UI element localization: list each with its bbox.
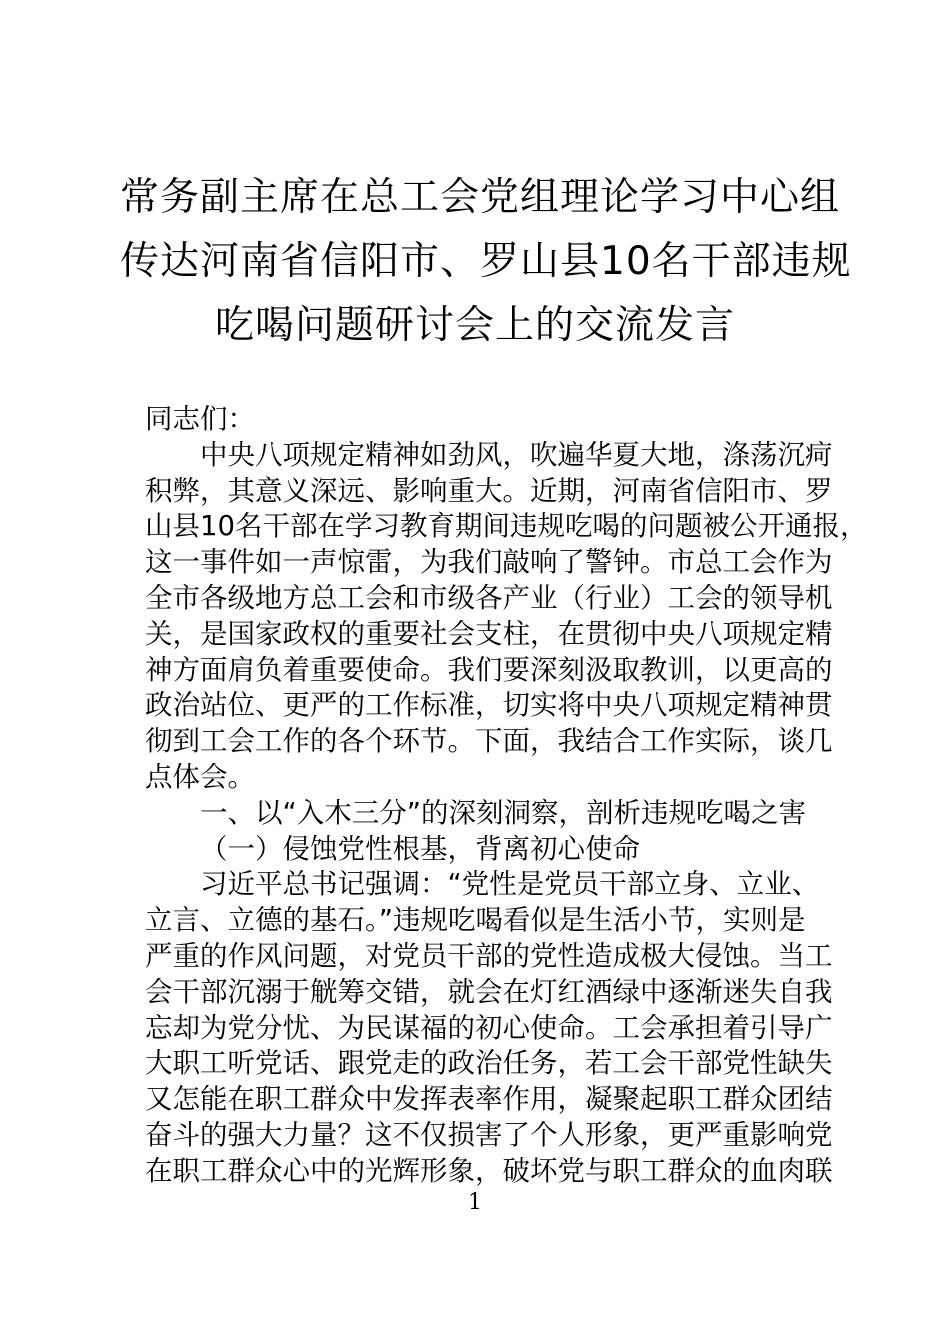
title-line: 常务副主席在总工会党组理论学习中心组 [120, 175, 841, 220]
body-line: 奋斗的强大力量？这不仅损害了个人形象，更严重影响党 [145, 1118, 833, 1151]
document-body [145, 402, 868, 1190]
body-line: 政治站位、更严的工作标准，切实将中央八项规定精神贯 [145, 689, 833, 722]
body-line: 积弊，其意义深远、影响重大。近期，河南省信阳市、罗 [145, 474, 833, 507]
body-line: 忘却为党分忧、为民谋福的初心使命。工会承担着引导广 [145, 1011, 833, 1044]
document-title [120, 166, 852, 358]
section-heading: 一、以“入木三分”的深刻洞察，剖析违规吃喝之害 [200, 796, 806, 829]
body-line: 会干部沉溺于觥筹交错，就会在灯红酒绿中逐渐迷失自我 [145, 975, 833, 1008]
body-line: 又怎能在职工群众中发挥表率作用，凝聚起职工群众团结 [145, 1083, 833, 1116]
body-line: 全市各级地方总工会和市级各产业（行业）工会的领导机 [145, 581, 833, 614]
title-line: 传达河南省信阳市、罗山县10名干部违规 [120, 239, 852, 284]
page-number: 1 [468, 1190, 482, 1215]
body-line: 神方面肩负着重要使命。我们要深刻汲取教训，以更高的 [145, 653, 833, 686]
body-line: 彻到工会工作的各个环节。下面，我结合工作实际，谈几 [145, 725, 833, 758]
body-line: 点体会。 [145, 760, 255, 793]
body-line: 立言、立德的基石。”违规吃喝看似是生活小节，实则是 [145, 904, 806, 937]
title-line: 吃喝问题研讨会上的交流发言 [214, 303, 735, 348]
body-line: 山县10名干部在学习教育期间违规吃喝的问题被公开通报， [145, 510, 868, 543]
body-line: 习近平总书记强调：“党性是党员干部立身、立业、 [200, 868, 820, 901]
body-line: 大职工听党话、跟党走的政治任务，若工会干部党性缺失 [145, 1047, 833, 1080]
subsection-heading: （一）侵蚀党性根基，背离初心使命 [200, 832, 640, 865]
body-line: 在职工群众心中的光辉形象，破坏党与职工群众的血肉联 [145, 1154, 833, 1187]
body-line: 关，是国家政权的重要社会支柱，在贯彻中央八项规定精 [145, 617, 833, 650]
body-line: 中央八项规定精神如劲风，吹遍华夏大地，涤荡沉疴 [200, 438, 833, 471]
body-line: 严重的作风问题，对党员干部的党性造成极大侵蚀。当工 [145, 939, 833, 972]
body-line: 这一事件如一声惊雷，为我们敲响了警钟。市总工会作为 [145, 546, 833, 579]
salutation: 同志们： [145, 403, 255, 435]
